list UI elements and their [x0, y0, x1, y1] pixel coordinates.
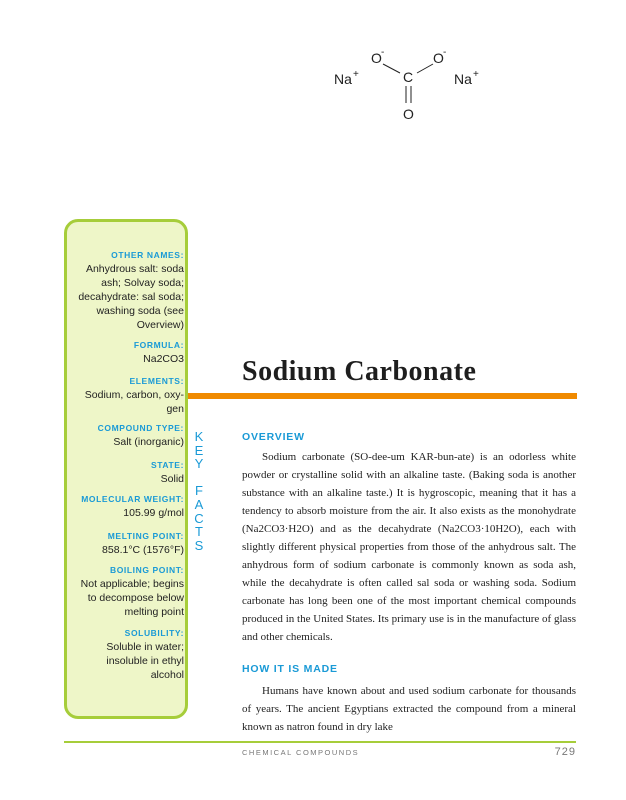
plus-right: + [473, 69, 479, 80]
key-facts-letter: T [195, 524, 203, 540]
key-facts-letter: K [194, 429, 204, 444]
structural-formula [320, 40, 500, 130]
key-facts-letter: E [194, 442, 204, 458]
fact-label: MOLECULAR WEIGHT: [81, 494, 184, 504]
key-facts-letter: A [194, 496, 204, 512]
bond-right [417, 64, 433, 73]
fact-value: 858.1°C (1576°F) [102, 544, 184, 556]
fact-value: Anhydrous salt: soda ash; Solvay soda; decahydrate: sal soda; washing soda (see Overview) [78, 263, 184, 331]
oxygen-right: O [433, 50, 444, 66]
plus-left: + [353, 69, 359, 80]
fact-formula [76, 340, 184, 366]
key-facts-letter: S [194, 537, 204, 553]
how-it-is-made-paragraph: Humans have known about and used sodium carbonate for thousands of years. The ancient Egyptians extracted the compound from a mineral known as natron found in dry lake [242, 685, 576, 733]
fact-label: BOILING POINT: [109, 565, 184, 575]
footer-rule [64, 741, 576, 743]
sodium-left: Na [334, 71, 352, 87]
fact-value: 105.99 g/mol [123, 507, 184, 519]
key-facts-letter: C [194, 510, 204, 526]
fact-label: STATE: [150, 460, 184, 470]
fact-value: Solid [160, 473, 184, 485]
fact-molecular-weight [76, 494, 184, 520]
fact-solubility [84, 628, 184, 682]
fact-value: Not applicable; begins to decompose below melting point [80, 578, 184, 618]
how-it-is-made-heading: HOW IT IS MADE [242, 663, 338, 675]
fact-melting-point [76, 531, 184, 557]
page-title: Sodium Carbonate [242, 356, 477, 387]
sodium-right: Na [454, 71, 472, 87]
oxygen-bottom: O [403, 106, 414, 122]
fact-boiling-point [72, 565, 184, 619]
fact-label: COMPOUND TYPE: [97, 423, 184, 433]
charge-right: - [443, 47, 447, 58]
fact-compound-type [76, 423, 184, 449]
fact-other-names [76, 250, 184, 332]
oxygen-left: O [371, 50, 382, 66]
key-facts-letter: Y [194, 456, 204, 472]
charge-left: - [381, 47, 385, 58]
title-rule [188, 393, 577, 399]
key-facts-letter: F [195, 483, 203, 499]
fact-state [76, 460, 184, 486]
footer-book-title: CHEMICAL COMPOUNDS [242, 748, 360, 757]
fact-value: Sodium, carbon, oxy-gen [84, 389, 184, 415]
page-number: 729 [554, 746, 576, 758]
fact-value: Salt (inorganic) [113, 436, 184, 448]
fact-label: SOLUBILITY: [124, 628, 184, 638]
fact-label: OTHER NAMES: [111, 250, 184, 260]
fact-label: ELEMENTS: [129, 376, 184, 386]
fact-label: MELTING POINT: [107, 531, 184, 541]
key-facts-letter [192, 471, 206, 485]
overview-heading: OVERVIEW [242, 431, 305, 443]
fact-value: Na2CO3 [143, 353, 184, 365]
key-facts-vertical-label [192, 430, 206, 552]
fact-label: FORMULA: [133, 340, 184, 350]
fact-value: Soluble in water; insoluble in ethyl alcohol [106, 641, 184, 681]
overview-paragraph: Sodium carbonate (SO-dee-um KAR-bun-ate) is an odorless white powder or crystalline solid with an alkaline taste. (Baking soda is another substance with an alkaline taste.) It is hygroscopic, meaning that it has a tendency to absorb moisture from the air. It also exists as the monohydrate (Na2CO3·H2O) and as the decahydrate (Na2CO3·10H2O), each with slightly different physical properties from those of the anhydrous salt. The anhydrous form of sodium carbonate is commonly known as soda ash, while the decahydrate is often called sal soda or washing soda. Sodium carbonate has long been one of the most important chemical compounds produced in the United States. Its primary use is in the manufacture of glass and other chemicals. [242, 451, 576, 643]
bond-left [383, 64, 400, 73]
fact-elements [76, 376, 184, 416]
carbon-atom: C [403, 69, 414, 85]
